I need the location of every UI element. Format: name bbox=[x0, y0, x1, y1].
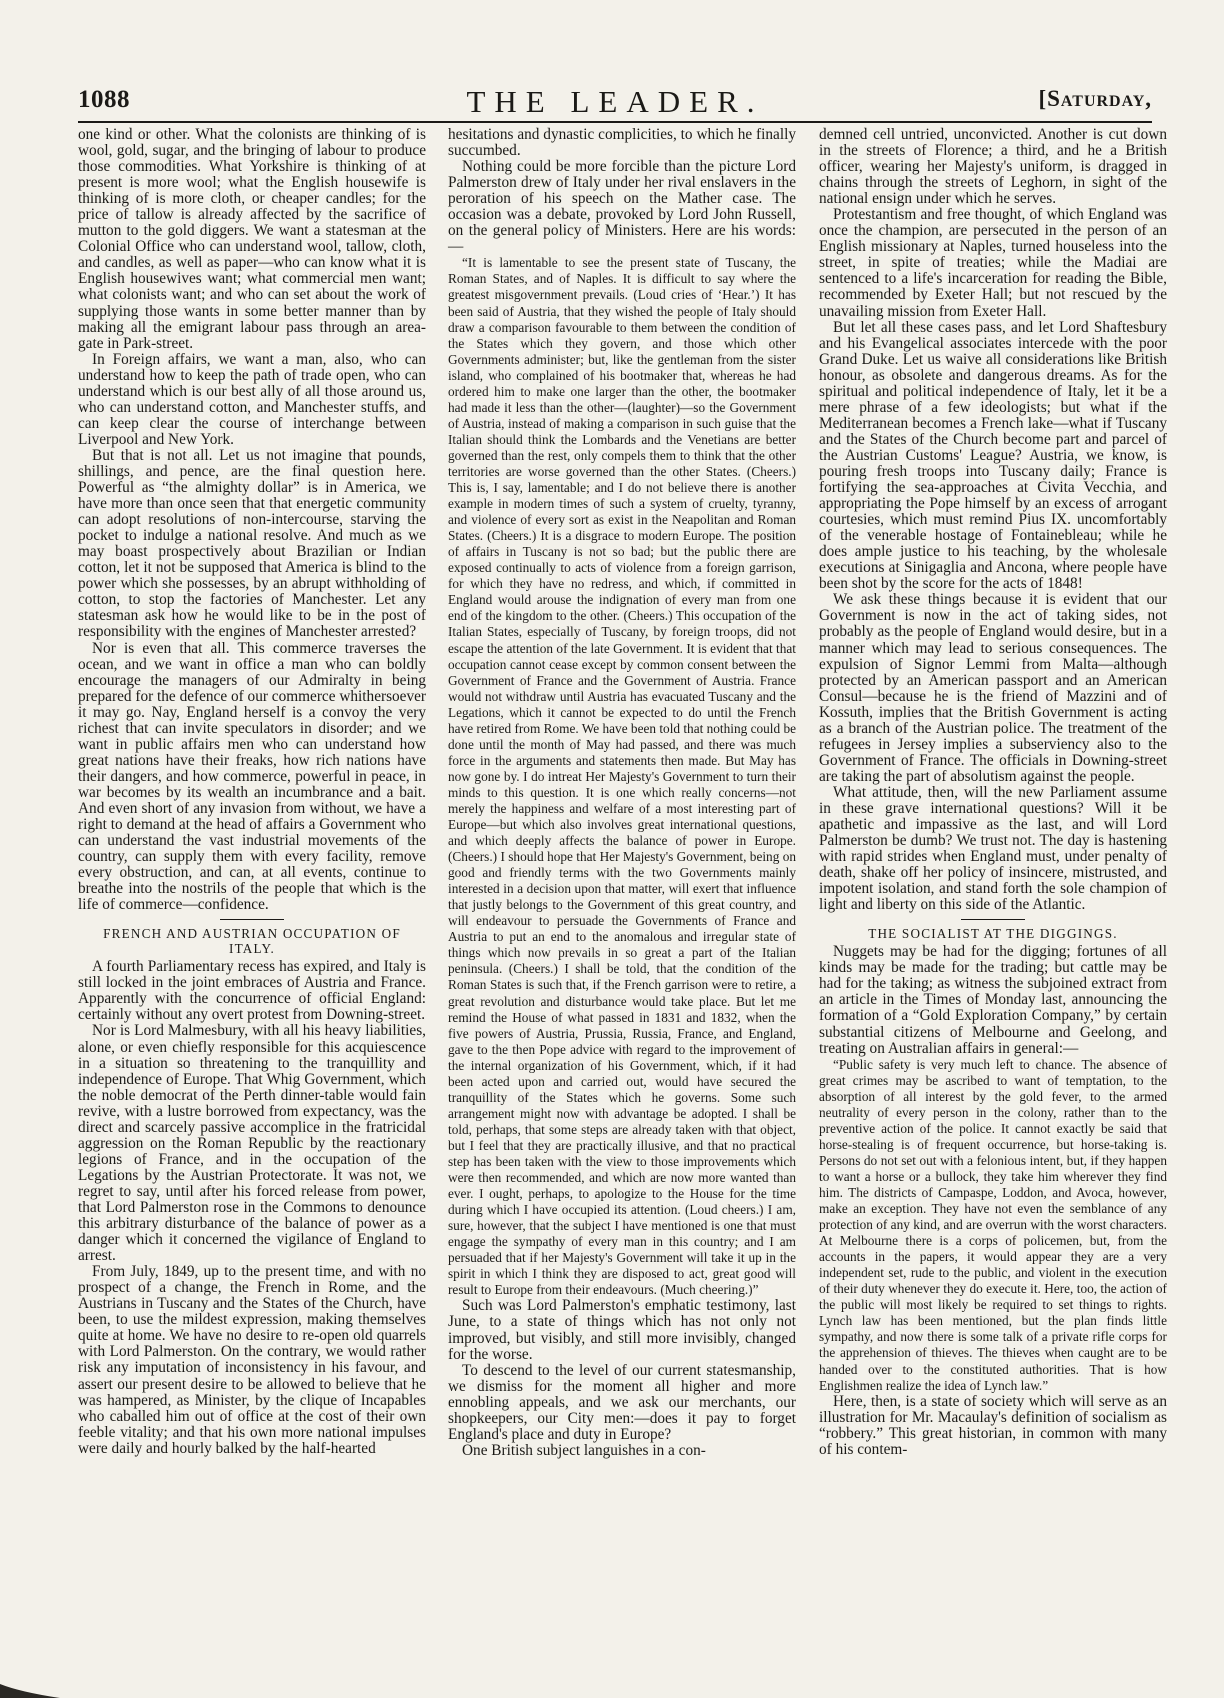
paragraph: To descend to the level of our current statesmanship, we dismiss for the moment all higher and more ennobling appeals, and we ask our merchants, our shopkeepers, our City men:—does it pay to forget England's place and duty in Europe? bbox=[448, 1361, 796, 1443]
paragraph: Nuggets may be had for the digging; fortunes of all kinds may be made for the trading; but cattle may be had for the taking; as witness the subjoined extract from an article in the Times of Monday last, announcing the formation of a “Gold Exploration Company,” by certain substantial citizens of Melbourne and Geelong, and treating on Australian affairs in general:— bbox=[819, 943, 1167, 1057]
paragraph: But let all these cases pass, and let Lord Shaftesbury and his Evangelical associates intercede with the poor Grand Duke. Let us waive all considerations like British honour, as obsolete and dangerous dreams. As for the spiritual and political independence of Italy, let it be a mere phrase of a few ideologists; but what if the Mediterranean becomes a French lake—what if Tuscany and the States of the Church become part and parcel of the Austrian Customs' League? Austria, we know, is pouring fresh troops into Tuscany daily; France is fortifying the sea-approaches at Civita Vecchia, and appropriating the Pope himself by an excess of arrogant courtesies, which must remind Pius IX. uncomfortably of the venerable hostage of Fontainebleau; while he does ample justice to his teaching, by the wholesale executions at Sinigaglia and Ancona, where people have been shot by the score for the acts of 1848! bbox=[819, 318, 1167, 593]
page-corner-shadow bbox=[0, 1676, 60, 1698]
column-2 bbox=[448, 127, 796, 1459]
paragraph: What attitude, then, will the new Parliament assume in these grave international questions? Will it be apathetic and impassive as the last, and will Lord Palmerston be dumb? We trust not. The day is hastening with rapid strides when England must, under penalty of death, shake off her policy of insincere, mistrusted, and impotent isolation, and stand forth the sole champion of light and liberty on this side of the Atlantic. bbox=[819, 783, 1167, 914]
section-separator bbox=[961, 919, 1025, 920]
section-separator bbox=[220, 919, 284, 920]
page-header bbox=[78, 86, 1152, 122]
date-fragment: [Saturday, bbox=[1038, 86, 1152, 111]
page-number: 1088 bbox=[78, 86, 130, 113]
paragraph: Protestantism and free thought, of which England was once the champion, are persecuted in the person of an English missionary at Naples, turned houseless into the street, in spite of treaties; while the Madiai are sentenced to a life's incarceration for reading the Bible, recommended by Exeter Hall; but not rescued by the unavailing mission from Exeter Hall. bbox=[819, 206, 1167, 320]
news-extract-quote: “Public safety is very much left to chance. The absence of great crimes may be ascribed to want of temptation, to the absorption of all interest by the gold fever, to the armed neutrality of every person in the colony, rather than to the preventive action of the police. It cannot exactly be said that horse-stealing is of frequent occurrence, but horse-taking is. Persons do not set out with a felonious intent, but, if they happen to want a horse or a bullock, they take him wherever they find him. The districts of Campaspe, Loddon, and Avoca, however, make an exception. They have not even the semblance of any protection of any kind, and are overrun with the worst characters. At Melbourne there is a corps of policemen, but, from the accounts in the papers, it would appear they are a very independent set, rude to the public, and violent in the execution of their duty whenever they do execute it. Here, too, the action of the public will most likely be required to set things to rights. Lynch law has been mentioned, but the plan finds little sympathy, and now there is some talk of a private rifle corps for the apprehension of thieves. The thieves when caught are to be handed over to the constituted authorities. That is how Englishmen realize the idea of Lynch law.” bbox=[819, 1056, 1167, 1393]
paragraph: Nothing could be more forcible than the picture Lord Palmerston drew of Italy under her rival enslavers in the peroration of his speech on the Mather case. The occasion was a debate, provoked by Lord John Russell, on the general policy of Ministers. Here are his words:— bbox=[448, 158, 796, 256]
paragraph: Here, then, is a state of society which will serve as an illustration for Mr. Macaulay's definition of socialism as “robbery.” This great historian, in common with many of his contem- bbox=[819, 1392, 1167, 1458]
section-heading: THE SOCIALIST AT THE DIGGINGS. bbox=[868, 926, 1118, 942]
masthead-title: THE LEADER. bbox=[466, 84, 764, 119]
paragraph: Such was Lord Palmerston's emphatic testimony, last June, to a state of things which has not only not improved, but visibly, and still more invisibly, changed for the worse. bbox=[448, 1297, 796, 1363]
paragraph: demned cell untried, unconvicted. Another is cut down in the streets of Florence; a third, and he a British officer, wearing her Majesty's uniform, is dragged in chains through the streets of Leghorn, in sight of the national ensign under which he serves. bbox=[819, 126, 1167, 208]
paragraph: We ask these things because it is evident that our Government is now in the act of taking sides, not probably as the people of England would desire, but in a manner which may lead to serious consequences. The expulsion of Signor Lemmi from Malta—although protected by an American passport and an American Consul—because he is the friend of Mazzini and of Kossuth, implies that the British Government is acting as a branch of the Austrian police. The treatment of the refugees in Jersey implies a subserviency also to the Government of France. The officials in Downing-street are taking the part of absolutism against the people. bbox=[819, 591, 1167, 785]
section-heading: FRENCH AND AUSTRIAN OCCUPATION OF ITALY. bbox=[103, 926, 401, 957]
header-rule bbox=[78, 121, 1152, 123]
paragraph: One British subject languishes in a con- bbox=[462, 1441, 706, 1459]
column-1 bbox=[78, 127, 426, 1457]
paragraph: In Foreign affairs, we want a man, also, who can understand how to keep the path of trade open, who can understand which is our best ally of all those around us, who can understand cotton, and Manchester stuffs, and can keep clear the course of interchange between Liverpool and New York. bbox=[78, 350, 426, 448]
paragraph: one kind or other. What the colonists are thinking of is wool, gold, sugar, and the bringing of labour to produce those commodities. What Yorkshire is thinking of at present is more wool; what the English housewife is thinking of is more cloth, or cheaper candles; for the price of tallow is already affected by the sacrifice of mutton to the gold diggers. We want a statesman at the Colonial Office who can understand wool, tallow, cloth, and candles, as well as paper—who can know what it is English housewives want; what commercial men want; what colonists want; and who can set about the work of supplying those wants in some better manner than by making all the emigrant labour pass through an area-gate in Park-street. bbox=[78, 126, 426, 352]
paragraph: But that is not all. Let us not imagine that pounds, shillings, and pence, are the final question here. Powerful as “the almighty dollar” is in America, we have more than once seen that that energetic community can adopt resolutions of non-intercourse, starving the pocket to indulge a national resolve. And much as we may boast prospectively about Brazilian or Indian cotton, let it not be supposed that America is blind to the power which she possesses, by an abrupt withholding of cotton, to stop the factories of Manchester. Let any statesman ask how he would like to be in the post of responsibility with the engines of Manchester arrested? bbox=[78, 446, 426, 641]
speech-quote: “It is lamentable to see the present state of Tuscany, the Roman States, and of Naples. It is difficult to say where the greatest misgovernment prevails. (Loud cries of ‘Hear.’) It has been said of Austria, that they wished the people of Italy should draw a comparison favourable to them between the condition of the States which they govern, and those which other Governments administer; but, like the gentleman from the sister island, who complained of his bootmaker that, whereas he had ordered him to make one larger than the other, the bootmaker had made it less than the other—(laughter)—so the Government of Austria, instead of making a comparison in such guise that the Italian should think the Lombards and the Venetians are better governed than the rest, only compels them to think that the other territories are worse governed than the other States. (Cheers.) This is, I say, lamentable; and I do not believe there is another example in modern times of such a system of cruelty, tyranny, and violence of every sort as exist in the Neapolitan and Roman States. (Cheers.) It is a disgrace to modern Europe. The position of affairs in Tuscany is not so bad; but the public there are exposed continually to acts of violence from a foreign garrison, for which they have no redress, and which, if committed in England would arouse the indignation of every man from one end of the kingdom to the other. (Cheers.) This occupation of the Italian States, especially of Tuscany, by foreign troops, did not escape the attention of the late Government. It is evident that that occupation cannot cease except by common consent between the Government of France and the Government of Austria. France would not withdraw until Austria has evacuated Tuscany and the Legations, which it cannot be expected to do until the French have retired from Rome. We have been told that nothing could be done until the month of May had passed, and there was much force in the arguments and statements then made. But May has now gone by. I do intreat Her Majesty's Government to turn their minds to this question. It is one which really concerns—not merely the happiness and welfare of a most interesting part of Europe—but which also involves great international questions, and which deeply affects the balance of power in Europe. (Cheers.) I should hope that Her Majesty's Government, being on good and friendly terms with the two Governments mainly interested in a decision upon that matter, will exert that influence that justly belongs to the Government of this great country, and will endeavour to persuade the Governments of France and Austria to put an end to the anomalous and irregular state of things which now prevails in so great a part of the Italian peninsula. (Cheers.) I shall be told, that the condition of the Roman States is such that, if the French garrison were to retire, a great revolution and disturbance would take place. But let me remind the House of what passed in 1831 and 1832, when the five powers of Austria, Prussia, Russia, France, and England, gave to the then Pope advice with regard to the improvement of the internal organization of his Government, which, if it had been acted upon and carried out, would have secured the tranquillity of the States which he governs. Some such arrangement might now with advantage be adopted. I shall be told, perhaps, that some steps are already taken with that object, but I feel that they are practically illusive, and that no practical step has been taken with the view to those improvements which were then recommended, and which are now more wanted than ever. I ought, perhaps, to apologize to the House for the time during which I have occupied its attention. (Loud cheers.) I am, sure, however, that the subject I have mentioned is one that must engage the sympathy of every man in this country; and I am persuaded that if her Majesty's Government will take it up in the spirit in which I think they are disposed to act, great good will result to Europe from their endeavours. (Much cheering.)” bbox=[448, 255, 796, 1298]
paragraph: Nor is Lord Malmesbury, with all his heavy liabilities, alone, or even chiefly responsible for this acquiescence in a situation so threatening to the tranquillity and independence of Europe. That Whig Government, which the noble democrat of the Perth dinner-table would fain revive, with a lustre borrowed from expectancy, was the direct and scarcely passive accomplice in the fratricidal aggression on the Roman Republic by the reactionary legions of France, and in the occupation of the Legations by the Austrian Protectorate. It was not, we regret to say, until after his forced release from power, that Lord Palmerston rose in the Commons to denounce this arbitrary disturbance of the balance of power as a danger which it concerned the vigilance of England to arrest. bbox=[78, 1022, 426, 1265]
paragraph: Nor is even that all. This commerce traverses the ocean, and we want in office a man who can boldly encourage the managers of our Admiralty in being prepared for the defence of our commerce whithersoever it may go. Nay, England herself is a convoy the very richest that can invite speculators in disorder; and we want in public affairs men who can understand how great nations have their freaks, how rich nations have their dangers, and how commerce, powerful in peace, in war becomes by its wealth an incumbrance and a bait. And even short of any invasion from without, we have a right to demand at the head of affairs a Government who can understand the vast industrial movements of the country, can supply them with every facility, remove every obstruction, and can, at all events, continue to breathe into the nostrils of the people that which is the life of commerce—confidence. bbox=[78, 639, 426, 914]
paragraph: From July, 1849, up to the present time, and with no prospect of a change, the French in Rome, and the Austrians in Tuscany and the States of the Church, have been, to use the mildest expression, making themselves quite at home. We have no desire to re-open old quarrels with Lord Palmerston. On the contrary, we would rather risk any imputation of inconsistency in his favour, and assert our present desire to be allowed to believe that he was hampered, as Minister, by the clique of Incapables who caballed him out of office at the cost of their own feeble vitality; and that his own more national impulses were daily and hourly balked by the half-hearted bbox=[78, 1263, 426, 1457]
paragraph: A fourth Parliamentary recess has expired, and Italy is still locked in the joint embraces of Austria and France. Apparently with the concurrence of official England: certainly without any overt protest from Downing-street. bbox=[78, 958, 426, 1024]
paragraph: hesitations and dynastic complicities, to which he finally succumbed. bbox=[448, 126, 796, 160]
column-3 bbox=[819, 127, 1167, 1458]
